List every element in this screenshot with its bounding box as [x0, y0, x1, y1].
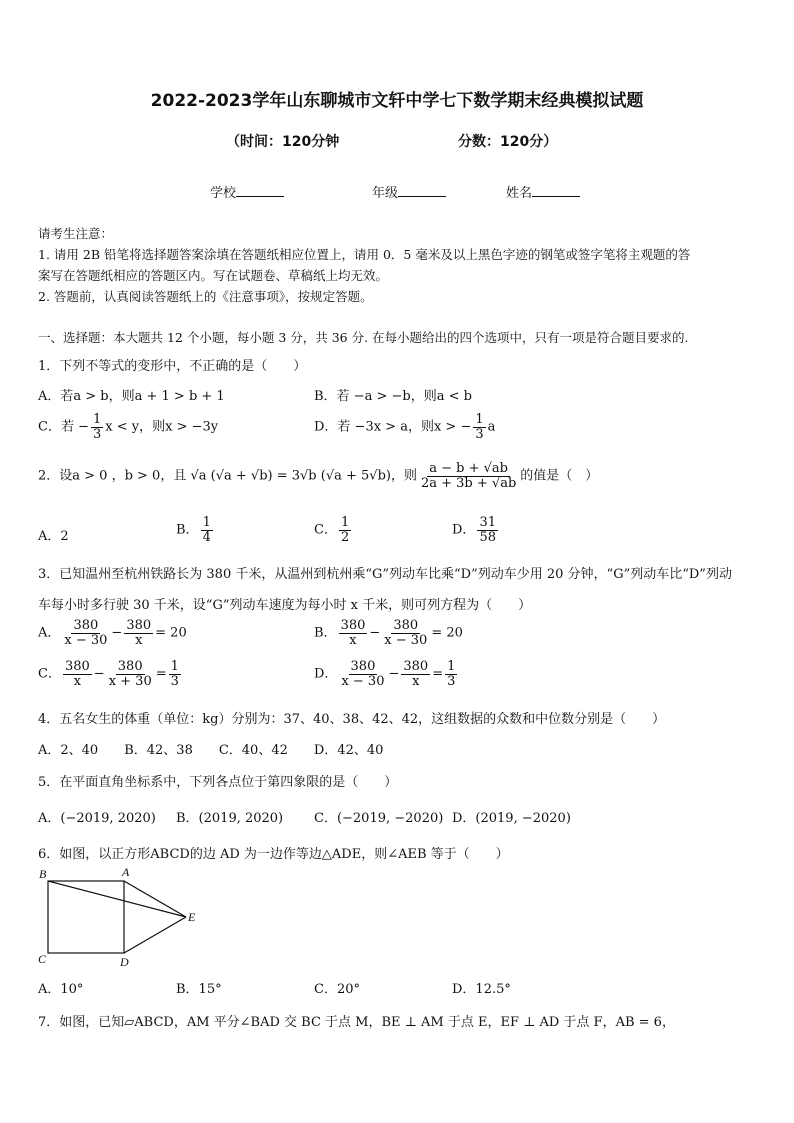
label-c: C: [38, 952, 47, 966]
notice-heading: 请考生注意：: [38, 226, 114, 241]
q1-option-c: C．若 − $\frac{1}{3}$ x < y，则x > −3y: [38, 412, 219, 442]
q5-option-c: C．(−2019, −2020): [314, 811, 444, 826]
q5-stem: 5．在平面直角坐标系中，下列各点位于第四象限的是（ ）: [38, 775, 398, 790]
q3-option-b: B． $\frac{380}{x}$ − $\frac{380}{x - 30}$ = 20: [314, 618, 463, 648]
q2-option-a: A．2: [38, 529, 69, 544]
q6-option-d: D．12.5°: [452, 982, 511, 997]
section-heading: 一、选择题：本大题共 12 个小题，每小题 3 分，共 36 分. 在每小题给出的四个选项中，只有一项是符合题目要求的.: [38, 330, 689, 345]
exam-time: （时间：120分钟: [226, 134, 340, 150]
notice-line1: 1. 请用 2B 铅笔将选择题答案涂填在答题纸相应位置上，请用 0．5 毫米及以上黑色字迹的钢笔或签字笔将主观题的答: [38, 247, 691, 262]
q6-option-b: B．15°: [176, 982, 222, 997]
q2-option-d: D． $\frac{31}{58}$: [452, 515, 496, 545]
label-b: B: [39, 867, 47, 881]
grade-field: 年级: [372, 182, 446, 201]
q6-option-c: C．20°: [314, 982, 360, 997]
school-field: 学校: [210, 182, 284, 201]
label-d: D: [120, 955, 129, 969]
q1-stem: 1．下列不等式的变形中，不正确的是（ ）: [38, 359, 307, 374]
q3-option-a: A． $\frac{380}{x - 30}$ − $\frac{380}{x}$ = 20: [38, 618, 187, 648]
segment-ae: [124, 881, 186, 917]
exam-title: 2022-2023学年山东聊城市文轩中学七下数学期末经典模拟试题: [150, 91, 644, 111]
segment-be: [48, 881, 186, 917]
q2-stem: 2．设a > 0 ，b > 0，且 √a (√a + √b) = 3√b (√a + 5√b)，则 $\frac{a - b + √ab}{2a + 3b + √ab}$ 的值是（ ）: [38, 461, 599, 491]
square-triangle-figure: [38, 866, 208, 972]
q7-stem: 7．如图，已知▱ABCD，AM 平分∠BAD 交 BC 于点 M，BE ⊥ AM 于点 E，EF ⊥ AD 于点 F，AB = 6，: [38, 1015, 675, 1030]
name-field: 姓名: [506, 182, 580, 201]
q5-option-d: D．(2019, −2020): [452, 811, 571, 826]
q5-option-b: B．(2019, 2020): [176, 811, 284, 826]
q3-option-c: C． $\frac{380}{x}$ − $\frac{380}{x + 30}$ = $\frac{1}{3}$: [38, 659, 179, 689]
q3-stem-line2: 车每小时多行驶 30 千米，设“G”列动车速度为每小时 x 千米，则可列方程为（ ）: [38, 598, 532, 613]
q2-option-b: B． $\frac{1}{4}$: [176, 515, 211, 545]
q1-option-d: D．若 −3x > a，则x > − $\frac{1}{3}$ a: [314, 412, 496, 442]
q1-option-a: A．若a > b，则a + 1 > b + 1: [38, 389, 225, 404]
label-a: A: [122, 866, 130, 879]
q6-option-a: A．10°: [38, 982, 84, 997]
notice-line3: 2. 答题前，认真阅读答题纸上的《注意事项》，按规定答题。: [38, 289, 373, 304]
q2-option-c: C． $\frac{1}{2}$: [314, 515, 350, 545]
notice-line2: 案写在答题纸相应的答题区内。写在试题卷、草稿纸上均无效。: [38, 268, 389, 283]
q6-stem: 6．如图，以正方形ABCD的边 AD 为一边作等边△ADE，则∠AEB 等于（ ）: [38, 847, 509, 862]
q5-option-a: A．(−2019, 2020): [38, 811, 156, 826]
q1-option-b: B．若 −a > −b，则a < b: [314, 389, 472, 404]
q3-stem-line1: 3．已知温州至杭州铁路长为 380 千米，从温州到杭州乘“G”列动车比乘“D”列动车少用 20 分钟，“G”列动车比“D”列动: [38, 567, 732, 582]
label-e: E: [188, 910, 196, 924]
q4-options: A．2、40 B．42、38 C．40、42 D．42、40: [38, 743, 384, 758]
q4-stem: 4．五名女生的体重（单位：kg）分别为：37、40、38、42、42，这组数据的众数和中位数分别是（ ）: [38, 712, 666, 727]
q3-option-d: D． $\frac{380}{x - 30}$ − $\frac{380}{x}$ = $\frac{1}{3}$: [314, 659, 456, 689]
square-abcd: [48, 881, 124, 953]
exam-score: 分数：120分）: [458, 134, 558, 150]
segment-de: [124, 917, 186, 953]
